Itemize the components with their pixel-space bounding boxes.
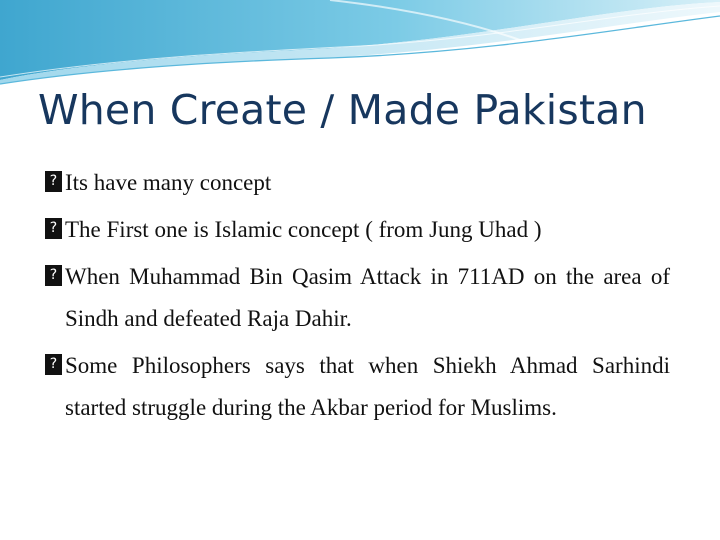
bullet-text: Its have many concept [65, 170, 272, 195]
slide-title: When Create / Made Pakistan [38, 86, 647, 134]
bullet-text: Some Philosophers says that when Shiekh Ahmad Sarhindi started struggle during the Akbar period for Muslims. [65, 353, 670, 420]
bullet-list [45, 162, 670, 434]
bullet-text: The First one is Islamic concept ( from Jung Uhad ) [65, 217, 542, 242]
missing-glyph-icon [45, 171, 62, 192]
bullet-item [45, 162, 670, 204]
bullet-item [45, 345, 670, 429]
bullet-item [45, 256, 670, 340]
header-swoosh-decoration [0, 0, 720, 90]
bullet-item [45, 209, 670, 251]
missing-glyph-icon [45, 218, 62, 239]
missing-glyph-icon [45, 354, 62, 375]
missing-glyph-icon [45, 265, 62, 286]
bullet-text: When Muhammad Bin Qasim Attack in 711AD on the area of Sindh and defeated Raja Dahir. [65, 264, 670, 331]
